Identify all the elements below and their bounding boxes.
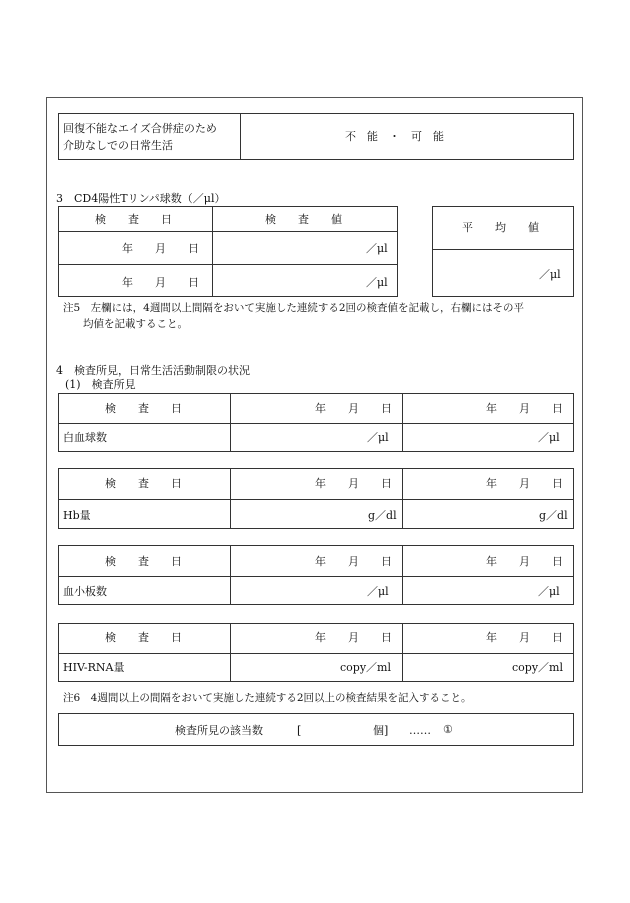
hb-date-1[interactable]: 年 月 日 [315,477,392,490]
hb-unit-1[interactable]: g／dl [368,509,397,522]
hb-date-2[interactable]: 年 月 日 [486,477,563,490]
aids-complication-label-line1: 回復不能なエイズ合併症のため [63,122,217,135]
section4-heading: 4 検査所見，日常生活活動制限の状況 [56,364,250,377]
hb-date-header: 検 査 日 [105,477,182,490]
section4-subheading: (1) 検査所見 [65,378,136,391]
note-5-line1: 注5 左欄には，4週間以上間隔をおいて実施した連続する2回の検査値を記載し，右欄にはその平 [63,302,525,314]
platelet-date-1[interactable]: 年 月 日 [315,555,392,568]
summary-close-bracket: 個] [373,724,389,737]
platelet-table [58,545,574,605]
cd4-col-average: 平 均 値 [462,221,539,234]
hiv-rna-date-1[interactable]: 年 月 日 [315,631,392,644]
cd4-date-2[interactable]: 年 月 日 [122,276,199,289]
cd4-value-1-unit[interactable]: ／μl [366,242,388,255]
aids-complication-table [58,113,574,160]
platelet-label: 血小板数 [63,585,107,598]
cd4-date-1[interactable]: 年 月 日 [122,242,199,255]
cd4-average-unit[interactable]: ／μl [539,268,561,281]
platelet-unit-2[interactable]: ／μl [538,585,560,598]
wbc-unit-2[interactable]: ／μl [538,431,560,444]
cd4-heading: 3 CD4陽性Tリンパ球数（／μl） [56,192,226,205]
wbc-date-header: 検 査 日 [105,402,182,415]
wbc-unit-1[interactable]: ／μl [367,431,389,444]
note-5-line2: 均値を記載すること。 [83,318,188,330]
hiv-rna-date-2[interactable]: 年 月 日 [486,631,563,644]
wbc-date-2[interactable]: 年 月 日 [486,402,563,415]
summary-open-bracket: [ [297,724,302,737]
summary-circled-one: ① [443,723,453,736]
aids-complication-value[interactable]: 不 能 ・ 可 能 [345,130,444,143]
hiv-rna-date-header: 検 査 日 [105,631,182,644]
cd4-col-value: 検 査 値 [265,213,342,226]
cd4-col-date: 検 査 日 [95,213,172,226]
cd4-average-table [432,206,574,297]
summary-dots: …… [409,724,431,737]
platelet-date-header: 検 査 日 [105,555,182,568]
hb-label: Hb量 [63,509,91,522]
platelet-date-2[interactable]: 年 月 日 [486,555,563,568]
wbc-date-1[interactable]: 年 月 日 [315,402,392,415]
aids-complication-label-line2: 介助なしでの日常生活 [63,139,173,152]
hb-unit-2[interactable]: g／dl [539,509,568,522]
summary-count-field[interactable] [305,722,370,738]
wbc-label: 白血球数 [63,431,107,444]
hiv-rna-unit-1[interactable]: copy／ml [340,661,391,674]
platelet-unit-1[interactable]: ／μl [367,585,389,598]
note-6: 注6 4週間以上の間隔をおいて実施した連続する2回以上の検査結果を記入すること。 [63,692,472,704]
hiv-rna-unit-2[interactable]: copy／ml [512,661,563,674]
cd4-value-2-unit[interactable]: ／μl [366,276,388,289]
hiv-rna-label: HIV-RNA量 [63,661,125,674]
summary-label: 検査所見の該当数 [175,724,263,737]
